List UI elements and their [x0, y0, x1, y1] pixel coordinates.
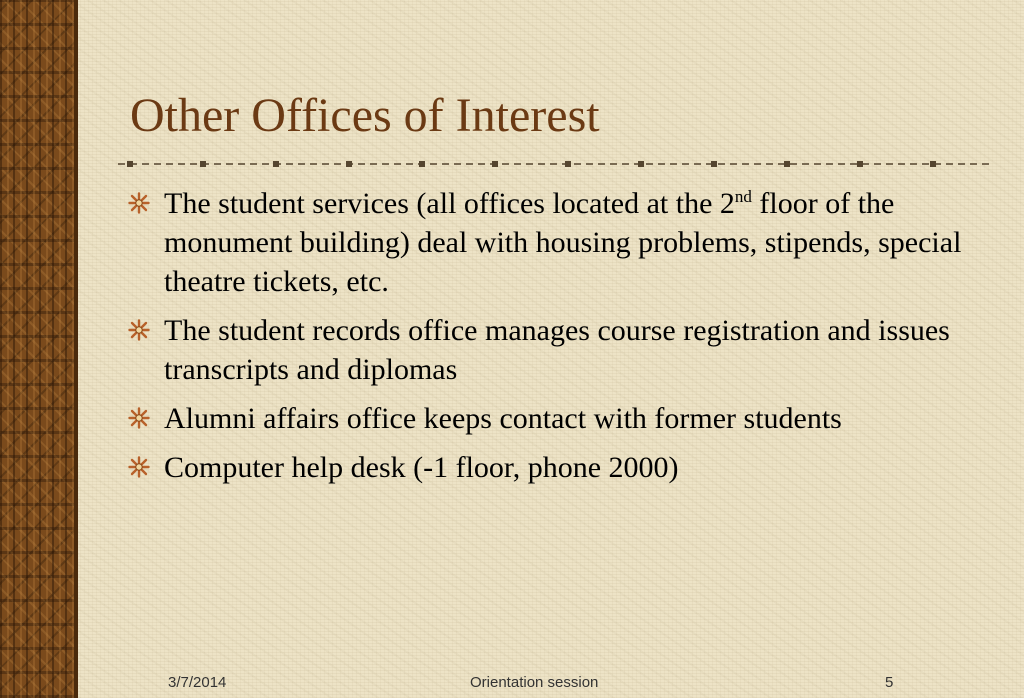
- divider-marker: [565, 161, 571, 167]
- starburst-bullet-icon: [128, 319, 150, 341]
- list-item: [128, 399, 998, 438]
- list-item: [128, 448, 998, 487]
- title-divider: [118, 156, 990, 172]
- divider-marker: [419, 161, 425, 167]
- bullet-text: Alumni affairs office keeps contact with former students: [164, 402, 842, 435]
- divider-marker: [857, 161, 863, 167]
- bullet-list: [128, 184, 998, 497]
- starburst-bullet-icon: [128, 407, 150, 429]
- slide-title: Other Offices of Interest: [130, 89, 600, 142]
- footer-date: 3/7/2014: [168, 674, 227, 691]
- starburst-bullet-icon: [128, 456, 150, 478]
- divider-marker: [200, 161, 206, 167]
- list-item: [128, 184, 998, 301]
- bullet-text-continued: floor of the monument building) deal with housing problems, stipends, special theatre tickets, etc.: [164, 187, 962, 298]
- divider-marker: [346, 161, 352, 167]
- divider-marker: [930, 161, 936, 167]
- bullet-text: The student services (all offices located at the 2: [164, 187, 735, 220]
- divider-marker: [492, 161, 498, 167]
- bullet-text: Computer help desk (-1 floor, phone 2000): [164, 451, 679, 484]
- divider-marker: [638, 161, 644, 167]
- footer-center-text: Orientation session: [470, 674, 599, 691]
- starburst-bullet-icon: [128, 192, 150, 214]
- list-item: [128, 311, 998, 389]
- bullet-superscript: nd: [734, 187, 752, 206]
- divider-marker: [711, 161, 717, 167]
- side-strip-edge: [74, 0, 78, 698]
- divider-marker: [273, 161, 279, 167]
- bullet-text: The student records office manages course registration and issues transcripts and diplomas: [164, 314, 950, 386]
- footer-page-number: 5: [885, 674, 894, 691]
- divider-marker: [127, 161, 133, 167]
- divider-marker: [784, 161, 790, 167]
- decorative-side-strip: [0, 0, 78, 698]
